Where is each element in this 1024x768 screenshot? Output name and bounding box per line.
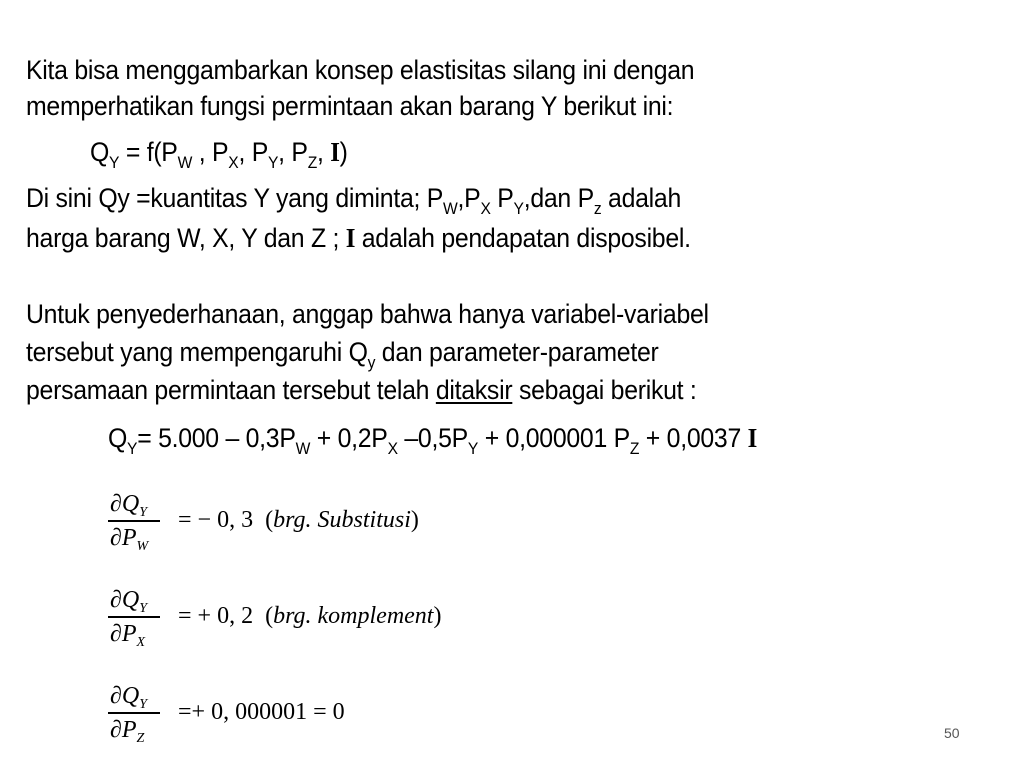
simplification-line-3: persamaan permintaan tersebut telah ditaksir sebagai berikut :: [26, 375, 697, 405]
simplification-line-1: Untuk penyederhanaan, anggap bahwa hanya variabel-variabel: [26, 299, 709, 329]
fraction-w: $\frac{\partial Q_Y}{\partial P_W}$: [108, 490, 160, 552]
intro-line-2: memperhatikan fungsi permintaan akan barang Y berikut ini:: [26, 91, 674, 121]
definition-line-1: Di sini Qy =kuantitas Y yang diminta; $P_W,P_X$ $P_Y,dan$ $P_z$ adalah: [26, 183, 681, 218]
fraction-z: $\frac{\partial Q_Y}{\partial P_Z}$: [108, 682, 160, 744]
demand-function: $Q_Y = f(P_W$ , $P_X$, $P_Y$, $P_Z$, I): [90, 137, 348, 172]
definition-line-2: harga barang W, X, Y dan Z ; I adalah pendapatan disposibel.: [26, 223, 691, 253]
derivative-z: $\frac{\partial Q_Y}{\partial P_Z}$ =+ 0, 000001 = 0: [110, 683, 345, 746]
estimated-equation: $Q_Y= 5.000 - 0,3P_W + 0,2P_X$ $-0,5P_Y + 0,000001$ $P_Z + 0,0037$ I: [108, 423, 758, 458]
derivative-w: $\frac{\partial Q_Y}{\partial P_W}$ = − 0, 3 (brg. Substitusi): [110, 491, 419, 554]
simplification-line-2: tersebut yang mempengaruhi $Q_y$ dan parameter-parameter: [26, 337, 659, 372]
underlined-ditaksir: ditaksir: [435, 375, 513, 405]
page-number: 50: [944, 725, 960, 741]
fraction-x: $\frac{\partial Q_Y}{\partial P_X}$: [108, 586, 160, 648]
derivative-x: $\frac{\partial Q_Y}{\partial P_X}$ = + 0, 2 (brg. komplement): [110, 587, 442, 650]
intro-line-1: Kita bisa menggambarkan konsep elastisitas silang ini dengan: [26, 55, 695, 85]
